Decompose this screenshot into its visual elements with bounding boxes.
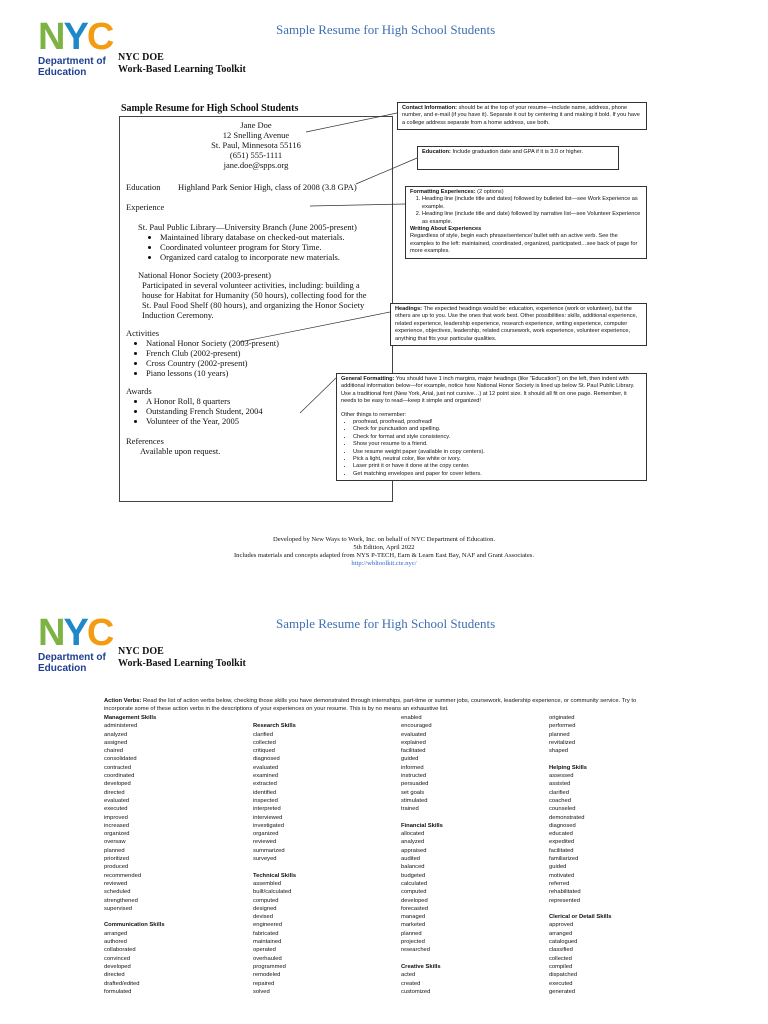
verbs-column-4 (549, 714, 612, 996)
verb-item: computed (401, 889, 427, 896)
skill-heading: Financial Skills (401, 822, 443, 829)
verb-item: interviewed (253, 814, 283, 821)
list-item: • Check for punctuation and spelling. (353, 426, 642, 433)
skill-heading: Technical Skills (253, 872, 297, 879)
verb-item: educated (549, 831, 573, 838)
verb-item: diagnosed (253, 756, 280, 763)
verb-item: prioritized (104, 856, 130, 863)
verb-item: assisted (549, 781, 571, 788)
verb-item: evaluated (104, 797, 130, 804)
page-footer: Developed by New Ways to Work, Inc. on behalf of NYC Department of Education. 5th Edition, April 2022 Includes materials and concepts adapted from NYS P-TECH, Earn & Learn East Bay, NAF and Grant Associates. http://wbltoolkit.cte.nyc/ (233, 536, 535, 567)
verbs-column-3 (401, 714, 443, 996)
verb-item: surveyed (253, 856, 277, 863)
verb-item: repaired (253, 980, 275, 987)
skill-heading (253, 714, 296, 722)
verb-item: investigated (253, 822, 284, 829)
verb-item: summarized (253, 847, 285, 854)
list-item: • Use resume weight paper (available in copy centers). (353, 449, 642, 456)
verb-item: developed (104, 781, 131, 788)
verb-item: familiarized (549, 856, 579, 863)
verb-item: clarified (253, 731, 273, 738)
page-title: Sample Resume for High School Students (276, 616, 496, 631)
list-item: • Piano lessons (10 years) (146, 368, 392, 378)
verb-item: arranged (549, 930, 573, 937)
verb-item: supervised (104, 905, 133, 912)
verb-item: coached (549, 797, 571, 804)
verb-item: created (401, 980, 421, 987)
verb-item: examined (253, 773, 279, 780)
verb-item: analyzed (401, 839, 425, 846)
verb-item: assessed (549, 773, 574, 780)
verb-item: calculated (401, 880, 428, 887)
skill-heading: Clerical or Detail Skills (549, 914, 612, 921)
resume-name: Jane Doe (240, 120, 272, 130)
verb-item: contracted (104, 764, 132, 771)
skill-heading: Management Skills (104, 715, 157, 721)
org-name: NYC DOE (118, 646, 164, 657)
nyc-doe-logo: NYC Department of Education (38, 614, 118, 674)
verb-item: set goals (401, 789, 425, 796)
verb-item: acted (401, 972, 416, 979)
verb-item: oversaw (104, 839, 126, 846)
education-label: Education (126, 182, 161, 192)
experience-label: Experience (126, 202, 165, 212)
list-item: 1. Heading line (include title and dates) followed by bulleted list—see Work Experience as example. (422, 196, 642, 211)
verbs-column-1 (104, 714, 165, 996)
verb-item: appraised (401, 847, 427, 854)
resume-address1: 12 Snelling Avenue (222, 130, 290, 140)
verb-item: fabricated (253, 930, 279, 937)
job2-text: Participated in several volunteer activities, including: building a house for Habitat for Humanity (50 hours), collecting food for the St. Paul Food Shelf (80 hours), and organizing the Honor Society Induction Ceremony. (142, 280, 367, 320)
verb-item: formulated (104, 988, 132, 995)
awards-label: Awards (126, 386, 152, 396)
job2-title: National Honor Society (2003-present) (138, 270, 271, 280)
verb-item: improved (104, 814, 128, 821)
verb-item: diagnosed (549, 822, 576, 829)
toolkit-name: Work-Based Learning Toolkit (118, 658, 246, 669)
skill-heading: Communication Skills (104, 922, 165, 929)
list-item: • proofread, proofread, proofread! (353, 419, 642, 426)
verb-item: enabled (401, 715, 422, 721)
verb-item: executed (549, 980, 573, 987)
verb-item: clarified (549, 789, 569, 796)
skill-heading (104, 913, 165, 921)
education-callout: Education: Include graduation date and GPA if it is 3.0 or higher. (417, 146, 619, 170)
verb-item: evaluated (401, 731, 427, 738)
resume-phone: (651) 555-1111 (229, 150, 283, 160)
action-verbs-intro: Action Verbs: Read the list of action verbs below, checking those skills you have demonstrated through internships, part-time or summer jobs, coursework, leadership experience, or community service. Try to incorporate some of these action verbs in the descriptions of your experiences on your resume. This is by no means an exhaustive list. (104, 698, 637, 712)
list-item: • Pick a light, neutral color, like white or ivory. (353, 456, 642, 463)
education-text: Highland Park Senior High, class of 2008 (3.8 GPA) (178, 182, 357, 192)
skill-heading (549, 905, 612, 913)
verb-item: evaluated (253, 764, 279, 771)
headings-callout: Headings: The expected headings would be: education, experience (work or volunteer), but the others are up to you. Use the ones that work best. Other possibilities: skills, additional experience, related experience, leadership experience, research experience, writing experience, computer experience, objectives, leadership, related coursework, work experience, volunteer experience, anything that fits your particular qualities. (390, 303, 647, 346)
verb-item: convinced (104, 955, 131, 962)
verb-item: guided (549, 864, 567, 871)
verb-item: inspected (253, 797, 278, 804)
contact-callout: Contact Information: should be at the top of your resume—include name, address, phone number, and e-mail (if you have it). Separate it out by centering it and making it bold. If you have a college address separate from a home address, use both. (397, 102, 647, 130)
nyc-doe-logo: NYC Department of Education (38, 18, 118, 78)
verb-item: encouraged (401, 723, 432, 730)
general-formatting-callout: General Formatting: You should have 1 inch margins, major headings (like “Education”) on the left, then indent with additional information below—for example, notice how National Honor Society is lined up below St. Paul Public Library. Use a traditional font (New York, Arial, just not cursive…) at 12 point size. It should all fit on one page. Remember, it needs to be easy to read—keep it simple and organized! Other things to remember: • proofread, proofread, proofread! • Check for punctuation and spelling. • Check for format and style consistency. • Show your resume to a friend. • Use resume weight paper (available in copy centers). • Pick a light, neutral color, like white or ivory. • Laser print it or have it done at the copy center. • Get matching envelopes and paper for cover letters. (336, 373, 647, 481)
verb-item: referred (549, 880, 570, 887)
verb-item: developed (401, 897, 428, 904)
verb-item: remodeled (253, 972, 281, 979)
list-item: • Organized card catalog to incorporate new materials. (160, 252, 392, 262)
verb-item: designed (253, 905, 277, 912)
list-item: • Volunteer of the Year, 2005 (146, 416, 392, 426)
verb-item: audited (401, 856, 421, 863)
verb-item: maintained (253, 939, 282, 946)
verb-item: collaborated (104, 947, 136, 954)
list-item: • Show your resume to a friend. (353, 441, 642, 448)
verb-item: executed (104, 806, 128, 813)
verb-item: overhauled (253, 955, 282, 962)
formatting-callout: Formatting Experiences: (2 options) 1. Heading line (include title and dates) followed by bulleted list—see Work Experience as example. 2. Heading line (include title and date) followed by narrative list—see Volunteer Experience as example. Writing About Experiences Regardless of style, begin each phrase/sentence/ bullet with an active verb. See the examples to the left: maintained, coordinated, organized, participated…see back of page for more examples. (405, 186, 647, 259)
activities-label: Activities (126, 328, 160, 338)
dept-line2: Education (38, 663, 87, 674)
dept-line1: Department of (38, 56, 106, 67)
verb-item: counseled (549, 806, 576, 813)
verb-item: operated (253, 947, 276, 954)
verb-item: directed (104, 972, 125, 979)
verb-item: assigned (104, 739, 128, 746)
verb-item: built/calculated (253, 889, 292, 896)
verb-item: extracted (253, 781, 277, 788)
verb-item: increased (104, 822, 130, 829)
list-item: • Outstanding French Student, 2004 (146, 406, 392, 416)
list-item: • Check for format and style consistency. (353, 434, 642, 441)
verb-item: programmed (253, 963, 286, 970)
list-item: • Maintained library database on checked-out materials. (160, 232, 392, 242)
verb-item: chaired (104, 748, 124, 755)
verb-item: marketed (401, 922, 426, 929)
references-label: References (126, 436, 164, 446)
verb-item: devised (253, 914, 273, 921)
verb-item: scheduled (104, 889, 131, 896)
verb-item: produced (104, 864, 129, 871)
verb-item: explained (401, 739, 426, 746)
verb-item: engineered (253, 922, 283, 929)
verb-item: represented (549, 897, 580, 904)
list-item: • French Club (2002-present) (146, 348, 392, 358)
verb-item: managed (401, 914, 426, 921)
list-item: • Cross Country (2002-present) (146, 358, 392, 368)
verb-item: assembled (253, 880, 282, 887)
org-name: NYC DOE (118, 52, 164, 63)
list-item: • National Honor Society (2003-present) (146, 338, 392, 348)
verb-item: collected (253, 739, 276, 746)
references-text: Available upon request. (140, 446, 221, 456)
verb-item: organized (104, 831, 130, 838)
verb-item: arranged (104, 930, 128, 937)
verb-item: projected (401, 939, 425, 946)
list-item: • Laser print it or have it done at the copy center. (353, 463, 642, 470)
list-item: 2. Heading line (include title and date) followed by narrative list—see Volunteer Experience as example. (422, 211, 642, 226)
verb-item: originated (549, 715, 575, 721)
resume-heading: Sample Resume for High School Students (121, 103, 299, 114)
verb-item: approved (549, 922, 574, 929)
verb-item: identified (253, 789, 277, 796)
list-item: • A Honor Roll, 8 quarters (146, 396, 392, 406)
skill-heading (401, 955, 443, 963)
toolkit-name: Work-Based Learning Toolkit (118, 64, 246, 75)
verb-item: shaped (549, 748, 569, 755)
verb-item: guided (401, 756, 419, 763)
verb-item: expedited (549, 839, 575, 846)
skill-heading (549, 755, 612, 763)
verb-item: developed (104, 963, 131, 970)
skill-heading (253, 863, 296, 871)
resume-address2: St. Paul, Minnesota 55116 (211, 140, 301, 150)
verb-item: dispatched (549, 972, 578, 979)
verb-item: generated (549, 988, 576, 995)
verb-item: stimulated (401, 797, 428, 804)
verb-item: collected (549, 955, 572, 962)
verb-item: computed (253, 897, 279, 904)
toolkit-link[interactable]: http://wbltoolkit.cte.nyc/ (351, 560, 417, 567)
verb-item: persuaded (401, 781, 429, 788)
verb-item: revitalized (549, 739, 576, 746)
verb-item: classified (549, 947, 573, 954)
verb-item: catalogued (549, 939, 578, 946)
verb-item: coordinated (104, 773, 135, 780)
list-item: • Get matching envelopes and paper for cover letters. (353, 471, 642, 478)
resume-email: jane.doe@spps.org (223, 160, 289, 170)
verb-item: directed (104, 789, 125, 796)
list-item: • Coordinated volunteer program for Story Time. (160, 242, 392, 252)
verb-item: demonstrated (549, 814, 585, 821)
verb-item: forecasted (401, 905, 429, 912)
dept-line2: Education (38, 67, 87, 78)
verb-item: researched (401, 947, 431, 954)
verb-item: solved (253, 988, 270, 995)
verb-item: balanced (401, 864, 425, 871)
skill-heading (401, 814, 443, 822)
verb-item: administered (104, 723, 138, 730)
verb-item: interpreted (253, 806, 281, 813)
verb-item: rehabilitated (549, 889, 581, 896)
verb-item: informed (401, 764, 424, 771)
verb-item: reviewed (104, 880, 128, 887)
verb-item: trained (401, 806, 419, 813)
verb-item: authored (104, 939, 127, 946)
skill-heading: Research Skills (253, 723, 296, 730)
verb-item: critiqued (253, 748, 275, 755)
skill-heading: Creative Skills (401, 963, 441, 970)
verb-item: allocated (401, 831, 425, 838)
verb-item: drafted/edited (104, 980, 140, 987)
verb-item: customized (401, 988, 431, 995)
verb-item: performed (549, 723, 576, 730)
verb-item: compiled (549, 963, 573, 970)
verb-item: budgeted (401, 872, 426, 879)
verb-item: analyzed (104, 731, 128, 738)
verb-item: motivated (549, 872, 575, 879)
verb-item: organized (253, 831, 279, 838)
page-title: Sample Resume for High School Students (276, 22, 496, 37)
verb-item: recommended (104, 872, 142, 879)
verb-item: planned (549, 731, 570, 738)
verb-item: facilitated (549, 847, 574, 854)
skill-heading: Helping Skills (549, 764, 588, 771)
verb-item: facilitated (401, 748, 426, 755)
verb-item: strengthened (104, 897, 138, 904)
verb-item: planned (401, 930, 422, 937)
verb-item: consolidated (104, 756, 137, 763)
verb-item: planned (104, 847, 125, 854)
job1-title: St. Paul Public Library—University Branch (June 2005-present) (138, 222, 357, 232)
verbs-column-2 (253, 714, 296, 996)
verb-item: reviewed (253, 839, 277, 846)
dept-line1: Department of (38, 652, 106, 663)
verb-item: instructed (401, 773, 427, 780)
